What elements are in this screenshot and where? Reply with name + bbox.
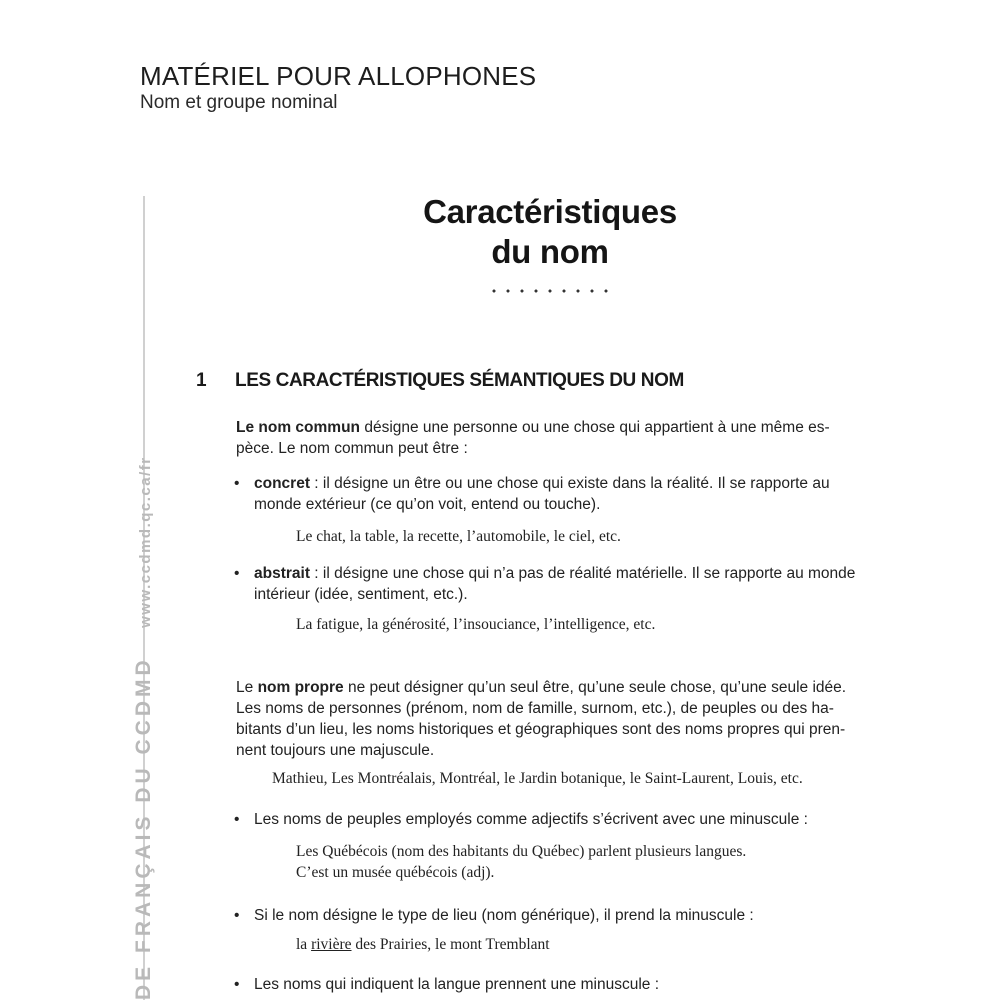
side-brand: DE FRANÇAIS DU CCDMD bbox=[132, 656, 155, 1000]
bullet-lieu bbox=[234, 905, 902, 926]
abstrait-example: La fatigue, la générosité, l’insouciance, l’intelligence, etc. bbox=[296, 616, 656, 633]
proper-noun-line3: bitants d’un lieu, les noms historiques et géographiques sont des noms propres qui pren- bbox=[236, 721, 846, 738]
document-title bbox=[370, 192, 730, 272]
proper-noun-prefix: Le bbox=[236, 679, 258, 696]
page-header bbox=[140, 60, 536, 114]
bullet-dot: • bbox=[234, 976, 240, 993]
common-noun-paragraph bbox=[236, 417, 902, 459]
header-subtitle: Nom et groupe nominal bbox=[140, 92, 338, 113]
lieu-example-prefix: la bbox=[296, 936, 312, 953]
side-url: www.ccdmd.qc.ca/fr bbox=[137, 456, 154, 628]
proper-noun-example: Mathieu, Les Montréalais, Montréal, le Jardin botanique, le Saint-Laurent, Louis, etc. bbox=[272, 770, 803, 787]
proper-noun-paragraph bbox=[236, 677, 902, 761]
bullet-dot: • bbox=[234, 565, 240, 582]
common-noun-term: Le nom commun bbox=[236, 419, 361, 436]
section-title: LES CARACTÉRISTIQUES SÉMANTIQUES DU NOM bbox=[235, 370, 684, 391]
bullet-dot: • bbox=[234, 907, 240, 924]
proper-noun-term: nom propre bbox=[257, 679, 344, 696]
concret-term: concret bbox=[254, 475, 310, 492]
lieu-example bbox=[296, 934, 550, 955]
concret-line1: : il désigne un être ou une chose qui existe dans la réalité. Il se rapporte au bbox=[310, 475, 830, 492]
abstrait-line1: : il désigne une chose qui n’a pas de réalité matérielle. Il se rapporte au monde bbox=[310, 565, 856, 582]
bullet-abstrait bbox=[234, 563, 902, 605]
langue-text: Les noms qui indiquent la langue prennent une minuscule : bbox=[254, 976, 659, 993]
side-vertical-text bbox=[132, 456, 156, 1000]
peuples-example-1: Les Québécois (nom des habitants du Québec) parlent plusieurs langues. bbox=[296, 843, 747, 860]
lieu-text: Si le nom désigne le type de lieu (nom générique), il prend la minuscule : bbox=[254, 907, 754, 924]
lieu-example-rest: des Prairies, le mont Tremblant bbox=[351, 936, 550, 953]
proper-noun-line1: ne peut désigner qu’un seul être, qu’une seule chose, qu’une seule idée. bbox=[343, 679, 847, 696]
concret-line2: monde extérieur (ce qu’on voit, entend ou touche). bbox=[254, 496, 601, 513]
header-title: MATÉRIEL POUR ALLOPHONES bbox=[140, 61, 537, 91]
proper-noun-line4: nent toujours une majuscule. bbox=[236, 742, 435, 759]
abstrait-term: abstrait bbox=[254, 565, 310, 582]
bullet-dot: • bbox=[234, 475, 240, 492]
lieu-example-underlined: rivière bbox=[311, 936, 352, 953]
proper-noun-line2: Les noms de personnes (prénom, nom de famille, surnom, etc.), de peuples ou des ha- bbox=[236, 700, 834, 717]
bullet-langue bbox=[234, 974, 902, 995]
abstrait-line2: intérieur (idée, sentiment, etc.). bbox=[254, 586, 468, 603]
bullet-concret bbox=[234, 473, 902, 515]
document-title-line1: Caractéristiques bbox=[423, 193, 677, 230]
bullet-peuples bbox=[234, 809, 902, 830]
peuples-example-2: C’est un musée québécois (adj). bbox=[296, 864, 495, 881]
common-noun-line2: pèce. Le nom commun peut être : bbox=[236, 440, 468, 457]
section-number: 1 bbox=[196, 370, 207, 391]
document-title-line2: du nom bbox=[491, 233, 609, 270]
peuples-text: Les noms de peuples employés comme adjectifs s’écrivent avec une minuscule : bbox=[254, 811, 808, 828]
bullet-dot: • bbox=[234, 811, 240, 828]
concret-example: Le chat, la table, la recette, l’automobile, le ciel, etc. bbox=[296, 528, 621, 545]
common-noun-line1: désigne une personne ou une chose qui appartient à une même es- bbox=[360, 419, 830, 436]
title-dotted-rule bbox=[487, 289, 612, 293]
